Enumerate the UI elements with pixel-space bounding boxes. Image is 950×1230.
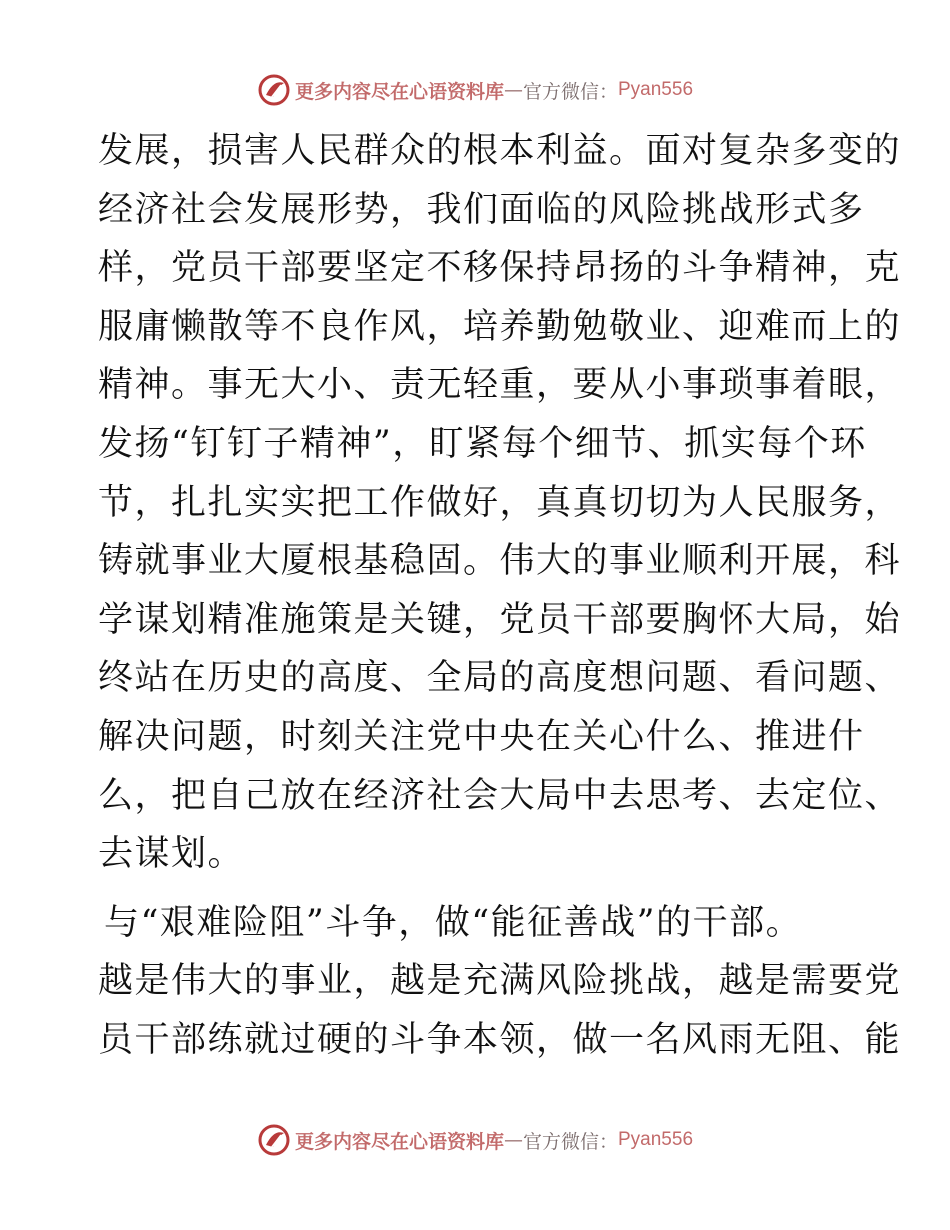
text-line: 服庸懒散等不良作风，培养勤勉敬业、迎难而上的 bbox=[98, 306, 902, 347]
footer-site-name: 更多内容尽在心语资料库 bbox=[294, 1130, 504, 1153]
text-line: 发展，损害人民群众的根本利益。面对复杂多变的 bbox=[98, 131, 902, 171]
footer-watermark bbox=[0, 1120, 950, 1160]
text-line: 经济社会发展形势，我们面临的风险挑战形式多 bbox=[98, 189, 865, 230]
footer-wechat-id: Pyan556 bbox=[618, 1129, 694, 1150]
header-watermark bbox=[0, 70, 950, 110]
footer-wechat-label: 官方微信： bbox=[522, 1130, 618, 1153]
text-line: 员干部练就过硬的斗争本领，做一名风雨无阻、能 bbox=[98, 1019, 902, 1060]
text-line: 么，把自己放在经济社会大局中去思考、去定位、 bbox=[98, 775, 902, 816]
paragraph-2 bbox=[98, 894, 902, 1070]
document-body bbox=[98, 122, 902, 1070]
text-line: 铸就事业大厦根基稳固。伟大的事业顺利开展，科 bbox=[98, 541, 902, 582]
header-site-name: 更多内容尽在心语资料库 bbox=[294, 80, 504, 103]
text-line: 越是伟大的事业，越是充满风险挑战，越是需要党 bbox=[98, 961, 902, 1002]
text-line: 学谋划精准施策是关键，党员干部要胸怀大局，始 bbox=[98, 599, 902, 640]
paragraph-1 bbox=[98, 122, 902, 884]
text-line: 解决问题，时刻关注党中央在关心什么、推进什 bbox=[98, 716, 865, 757]
header-wechat-id: Pyan556 bbox=[618, 79, 694, 100]
header-dash: — bbox=[503, 79, 523, 101]
paragraph-heading-line: 与“艰难险阻”斗争，做“能征善战”的干部。 bbox=[104, 902, 803, 943]
logo-icon bbox=[257, 73, 291, 107]
text-line: 样，党员干部要坚定不移保持昂扬的斗争精神，克 bbox=[98, 248, 902, 289]
header-wechat-label: 官方微信： bbox=[522, 80, 618, 103]
text-line: 精神。事无大小、责无轻重，要从小事琐事着眼， bbox=[98, 365, 902, 406]
text-line: 发扬“钉钉子精神”，盯紧每个细节、抓实每个环 bbox=[98, 423, 867, 464]
text-line: 去谋划。 bbox=[98, 834, 245, 875]
text-line: 节，扎扎实实把工作做好，真真切切为人民服务， bbox=[98, 482, 902, 523]
footer-dash: — bbox=[503, 1129, 523, 1151]
logo-icon bbox=[257, 1123, 291, 1157]
text-line: 终站在历史的高度、全局的高度想问题、看问题、 bbox=[98, 658, 902, 699]
